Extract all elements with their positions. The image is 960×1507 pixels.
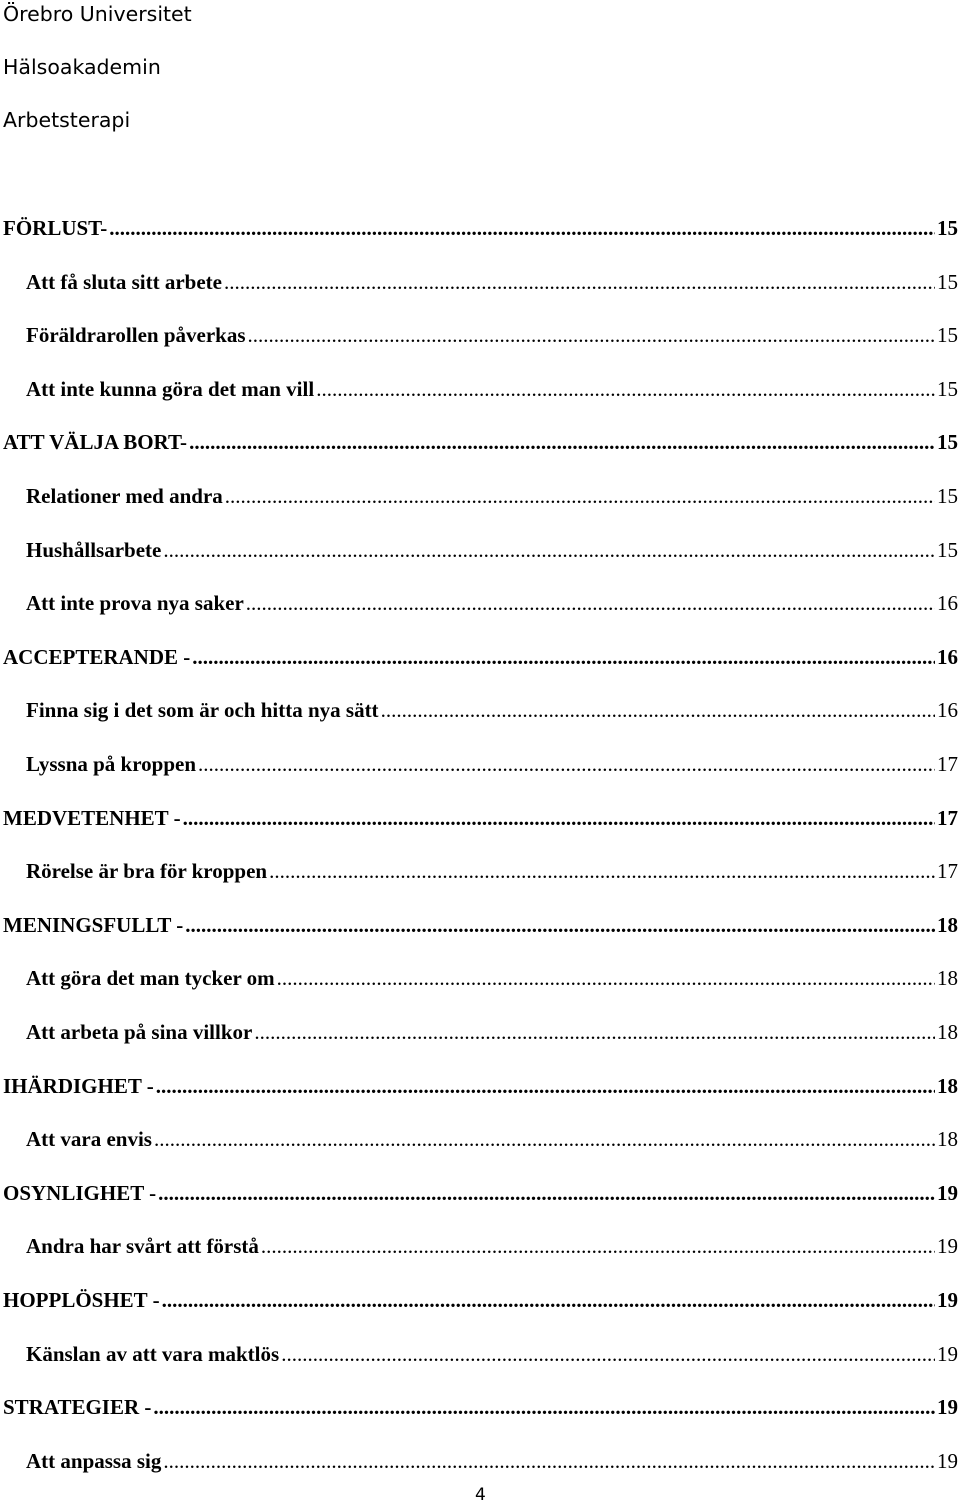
toc-subsection-entry[interactable] <box>26 319 958 349</box>
toc-entry-page: 19 <box>937 1234 958 1259</box>
toc-dot-leader <box>158 1179 935 1207</box>
program-name: Arbetsterapi <box>3 108 131 132</box>
toc-entry-page: 17 <box>937 805 958 830</box>
toc-entry-title: Att få sluta sitt arbete <box>26 269 222 294</box>
page-number: 4 <box>475 1485 486 1505</box>
toc-entry-page: 19 <box>937 1341 958 1366</box>
toc-subsection-entry[interactable] <box>26 1123 958 1153</box>
toc-entry-title: Andra har svårt att förstå <box>26 1234 259 1259</box>
toc-entry-title: HOPPLÖSHET - <box>3 1288 160 1312</box>
toc-entry-title: OSYNLIGHET - <box>3 1180 157 1205</box>
toc-entry-title: ATT VÄLJA BORT- <box>3 430 188 455</box>
toc-entry-title: Rörelse är bra för kroppen <box>26 859 268 884</box>
toc-entry-title: Känslan av att vara maktlös <box>26 1341 280 1366</box>
toc-entry-page: 17 <box>937 859 958 884</box>
toc-entry-page: 15 <box>937 323 958 348</box>
toc-dot-leader <box>109 214 935 242</box>
toc-entry-title: MENINGSFULLT - <box>3 912 184 937</box>
toc-entry-page: 19 <box>937 1395 958 1420</box>
toc-entry-page: 15 <box>937 216 958 240</box>
toc-dot-leader <box>163 536 935 564</box>
toc-entry-page: 15 <box>937 430 958 455</box>
toc-entry-title: Relationer med andra <box>26 484 223 508</box>
toc-entry-page: 16 <box>937 644 958 669</box>
toc-entry-title: Finna sig i det som är och hitta nya sätt <box>26 698 379 723</box>
toc-entry-title: Att anpassa sig <box>26 1448 162 1473</box>
toc-section-entry[interactable] <box>3 1177 958 1207</box>
toc-entry-title: STRATEGIER - <box>3 1395 152 1420</box>
toc-entry-page: 16 <box>937 698 958 723</box>
toc-dot-leader <box>224 268 935 296</box>
toc-entry-page: 15 <box>937 269 958 294</box>
toc-dot-leader <box>198 750 935 778</box>
toc-dot-leader <box>261 1232 935 1260</box>
toc-dot-leader <box>192 643 935 671</box>
toc-section-entry[interactable] <box>3 212 958 242</box>
toc-entry-page: 18 <box>937 1127 958 1152</box>
toc-dot-leader <box>246 589 935 617</box>
toc-entry-title: ACCEPTERANDE - <box>3 644 191 669</box>
toc-entry-title: IHÄRDIGHET - <box>3 1073 154 1098</box>
toc-entry-title: Att inte kunna göra det man vill <box>26 376 315 401</box>
toc-dot-leader <box>381 696 935 724</box>
toc-subsection-entry[interactable] <box>26 855 958 885</box>
toc-entry-title: Att vara envis <box>26 1127 152 1152</box>
toc-subsection-entry[interactable] <box>26 1445 958 1475</box>
toc-dot-leader <box>185 911 935 939</box>
toc-subsection-entry[interactable] <box>26 1230 958 1260</box>
toc-dot-leader <box>183 804 935 832</box>
toc-entry-page: 15 <box>937 484 958 508</box>
toc-entry-title: Föräldrarollen påverkas <box>26 323 246 348</box>
toc-entry-title: Lyssna på kroppen <box>26 752 197 776</box>
toc-subsection-entry[interactable] <box>26 587 958 617</box>
toc-subsection-entry[interactable] <box>26 694 958 724</box>
toc-entry-title: FÖRLUST- <box>3 216 108 240</box>
toc-entry-title: Hushållsarbete <box>26 537 162 562</box>
toc-dot-leader <box>154 1125 935 1153</box>
toc-subsection-entry[interactable] <box>26 1338 958 1368</box>
toc-section-entry[interactable] <box>3 1391 958 1421</box>
toc-section-entry[interactable] <box>3 909 958 939</box>
toc-entry-page: 18 <box>937 1020 958 1044</box>
toc-section-entry[interactable] <box>3 1070 958 1100</box>
toc-subsection-entry[interactable] <box>26 480 958 510</box>
toc-entry-page: 18 <box>937 912 958 937</box>
university-name: Örebro Universitet <box>3 2 192 26</box>
toc-subsection-entry[interactable] <box>26 266 958 296</box>
toc-subsection-entry[interactable] <box>26 748 958 778</box>
toc-entry-title: Att arbeta på sina villkor <box>26 1020 253 1044</box>
toc-dot-leader <box>156 1072 935 1100</box>
toc-section-entry[interactable] <box>3 426 958 456</box>
toc-dot-leader <box>316 375 935 403</box>
toc-entry-page: 15 <box>937 376 958 401</box>
toc-subsection-entry[interactable] <box>26 962 958 992</box>
toc-section-entry[interactable] <box>3 641 958 671</box>
toc-entry-page: 16 <box>937 591 958 616</box>
toc-subsection-entry[interactable] <box>26 1016 958 1046</box>
toc-dot-leader <box>189 428 935 456</box>
toc-entry-page: 19 <box>937 1288 958 1312</box>
toc-entry-page: 19 <box>937 1448 958 1473</box>
toc-entry-page: 15 <box>937 537 958 562</box>
toc-dot-leader <box>153 1393 935 1421</box>
toc-subsection-entry[interactable] <box>26 534 958 564</box>
toc-dot-leader <box>277 964 935 992</box>
toc-entry-page: 18 <box>937 966 958 991</box>
academy-name: Hälsoakademin <box>3 55 161 79</box>
toc-section-entry[interactable] <box>3 802 958 832</box>
toc-dot-leader <box>248 321 935 349</box>
toc-dot-leader <box>163 1447 935 1475</box>
toc-dot-leader <box>254 1018 935 1046</box>
toc-entry-title: Att göra det man tycker om <box>26 966 275 991</box>
toc-entry-title: MEDVETENHET - <box>3 805 181 830</box>
toc-dot-leader <box>225 482 935 510</box>
toc-entry-page: 18 <box>937 1073 958 1098</box>
toc-entry-page: 19 <box>937 1180 958 1205</box>
toc-section-entry[interactable] <box>3 1284 958 1314</box>
toc-dot-leader <box>281 1340 935 1368</box>
toc-dot-leader <box>162 1286 935 1314</box>
toc-entry-title: Att inte prova nya saker <box>26 591 244 616</box>
toc-subsection-entry[interactable] <box>26 373 958 403</box>
toc-entry-page: 17 <box>937 752 958 776</box>
toc-dot-leader <box>269 857 935 885</box>
